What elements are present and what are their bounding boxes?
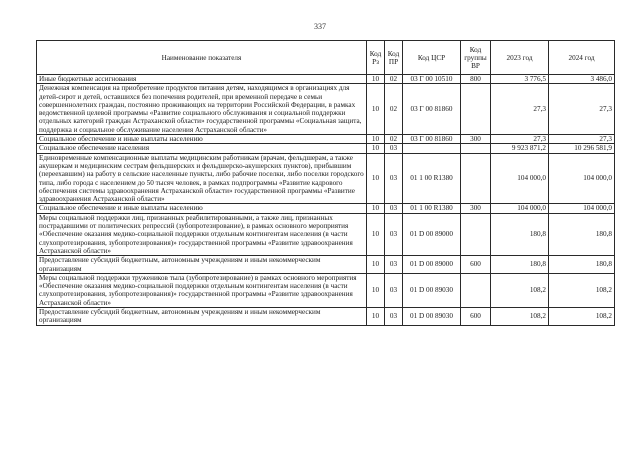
row-2024: 27,3 [549, 84, 615, 135]
row-pr: 02 [385, 75, 403, 84]
table-row [37, 135, 615, 144]
table-row [37, 256, 615, 274]
row-rz: 10 [367, 84, 385, 135]
row-csr: 01 D 00 89030 [403, 308, 461, 326]
row-rz: 10 [367, 308, 385, 326]
page-number: 337 [314, 22, 326, 31]
row-vr [461, 84, 491, 135]
row-2023: 104 000,0 [491, 153, 549, 204]
header-csr: Код ЦСР [403, 41, 461, 75]
row-2024: 104 000,0 [549, 153, 615, 204]
row-pr: 02 [385, 84, 403, 135]
row-rz: 10 [367, 153, 385, 204]
row-name: Единовременные компенсационные выплаты медицинским работникам (врачам, фельдшерам, а также акушеркам и медицинским сестрам фельдшерских и фельдшерско-акушерских пунктов), прибывшим (переехавшим) на работу в сельские населенные пункты, либо рабочие поселки, либо поселки городского типа, либо города с населением до 50 тысяч человек, в рамках подпрограммы «Развитие кадрового обеспечения системы здравоохранения Астраханской области» государственной программы «Развитие здравоохранения Астраханской области» [37, 153, 367, 204]
row-2024: 180,8 [549, 213, 615, 255]
row-2023: 3 776,5 [491, 75, 549, 84]
row-2024: 3 486,0 [549, 75, 615, 84]
row-pr: 03 [385, 273, 403, 307]
row-rz: 10 [367, 204, 385, 213]
row-vr: 300 [461, 135, 491, 144]
row-name: Иные бюджетные ассигнования [37, 75, 367, 84]
row-pr: 02 [385, 135, 403, 144]
row-csr: 03 Г 00 81860 [403, 84, 461, 135]
row-2024: 108,2 [549, 273, 615, 307]
row-rz: 10 [367, 135, 385, 144]
table-row [37, 153, 615, 204]
row-name: Социальное обеспечение и иные выплаты населению [37, 204, 367, 213]
table-row [37, 213, 615, 255]
row-csr: 01 1 00 R1380 [403, 204, 461, 213]
row-csr: 01 D 00 89000 [403, 213, 461, 255]
row-csr: 03 Г 00 81860 [403, 135, 461, 144]
row-pr: 03 [385, 153, 403, 204]
row-2023: 108,2 [491, 273, 549, 307]
row-name: Меры социальной поддержки тружеников тыла (зубопротезирование) в рамках основного мероприятия «Обеспечение оказания медико-социальной поддержки отдельным контингентам населения (в части слухопротезирования, зубопротезирования)» государственной программы «Развитие здравоохранения Астраханской области» [37, 273, 367, 307]
table-row [37, 75, 615, 84]
header-row [37, 41, 615, 75]
row-vr [461, 144, 491, 153]
row-vr: 300 [461, 204, 491, 213]
row-2023: 104 000,0 [491, 204, 549, 213]
table-row [37, 273, 615, 307]
row-csr: 01 D 00 89000 [403, 256, 461, 274]
row-name: Социальное обеспечение населения [37, 144, 367, 153]
row-rz: 10 [367, 273, 385, 307]
row-vr: 600 [461, 308, 491, 326]
row-2024: 10 296 581,9 [549, 144, 615, 153]
row-2023: 180,8 [491, 256, 549, 274]
header-2024: 2024 год [549, 41, 615, 75]
row-2024: 27,3 [549, 135, 615, 144]
header-rz: Код Рз [367, 41, 385, 75]
row-csr: 03 Г 00 10510 [403, 75, 461, 84]
row-2024: 108,2 [549, 308, 615, 326]
row-name: Предоставление субсидий бюджетным, автономным учреждениям и иным некоммерческим организациям [37, 256, 367, 274]
row-pr: 03 [385, 204, 403, 213]
row-2024: 180,8 [549, 256, 615, 274]
row-pr: 03 [385, 144, 403, 153]
row-csr [403, 144, 461, 153]
row-rz: 10 [367, 75, 385, 84]
table-row [37, 308, 615, 326]
header-2023: 2023 год [491, 41, 549, 75]
row-name: Меры социальной поддержки лиц, признанных реабилитированными, а также лиц, признанных пострадавшими от политических репрессий (зубопротезирование), в рамках основного мероприятия «Обеспечение оказания медико-социальной поддержки отдельным контингентам населения (в части слухопротезирования, зубопротезирования)» государственной программы «Развитие здравоохранения Астраханской области» [37, 213, 367, 255]
row-pr: 03 [385, 256, 403, 274]
row-rz: 10 [367, 144, 385, 153]
row-vr: 600 [461, 256, 491, 274]
row-rz: 10 [367, 256, 385, 274]
row-2023: 27,3 [491, 135, 549, 144]
row-csr: 01 D 00 89030 [403, 273, 461, 307]
header-name: Наименование показателя [37, 41, 367, 75]
row-2024: 104 000,0 [549, 204, 615, 213]
row-2023: 9 923 871,2 [491, 144, 549, 153]
row-name: Предоставление субсидий бюджетным, автономным учреждениям и иным некоммерческим организациям [37, 308, 367, 326]
row-2023: 180,8 [491, 213, 549, 255]
row-vr [461, 153, 491, 204]
header-pr: Код ПР [385, 41, 403, 75]
header-vr: Код группы ВР [461, 41, 491, 75]
row-vr: 800 [461, 75, 491, 84]
row-2023: 108,2 [491, 308, 549, 326]
row-csr: 01 1 00 R1380 [403, 153, 461, 204]
table-row [37, 204, 615, 213]
row-pr: 03 [385, 213, 403, 255]
row-2023: 27,3 [491, 84, 549, 135]
row-rz: 10 [367, 213, 385, 255]
row-name: Денежная компенсация на приобретение продуктов питания детям, находящимся в организациях для детей-сирот и детей, оставшихся без попечения родителей, при временной передаче в семьи совершеннолетних граждан, постоянно проживающих на территории Российской Федерации, в рамках ведомственной целевой программы «Развитие социального обслуживания и социальной поддержки отдельных категорий граждан Астраханской области» государственной программы «Социальная защита, поддержка и социальное обслуживание населения Астраханской области» [37, 84, 367, 135]
table-row [37, 84, 615, 135]
budget-table [36, 40, 615, 326]
row-pr: 03 [385, 308, 403, 326]
row-vr [461, 213, 491, 255]
row-vr [461, 273, 491, 307]
table-row [37, 144, 615, 153]
row-name: Социальное обеспечение и иные выплаты населению [37, 135, 367, 144]
